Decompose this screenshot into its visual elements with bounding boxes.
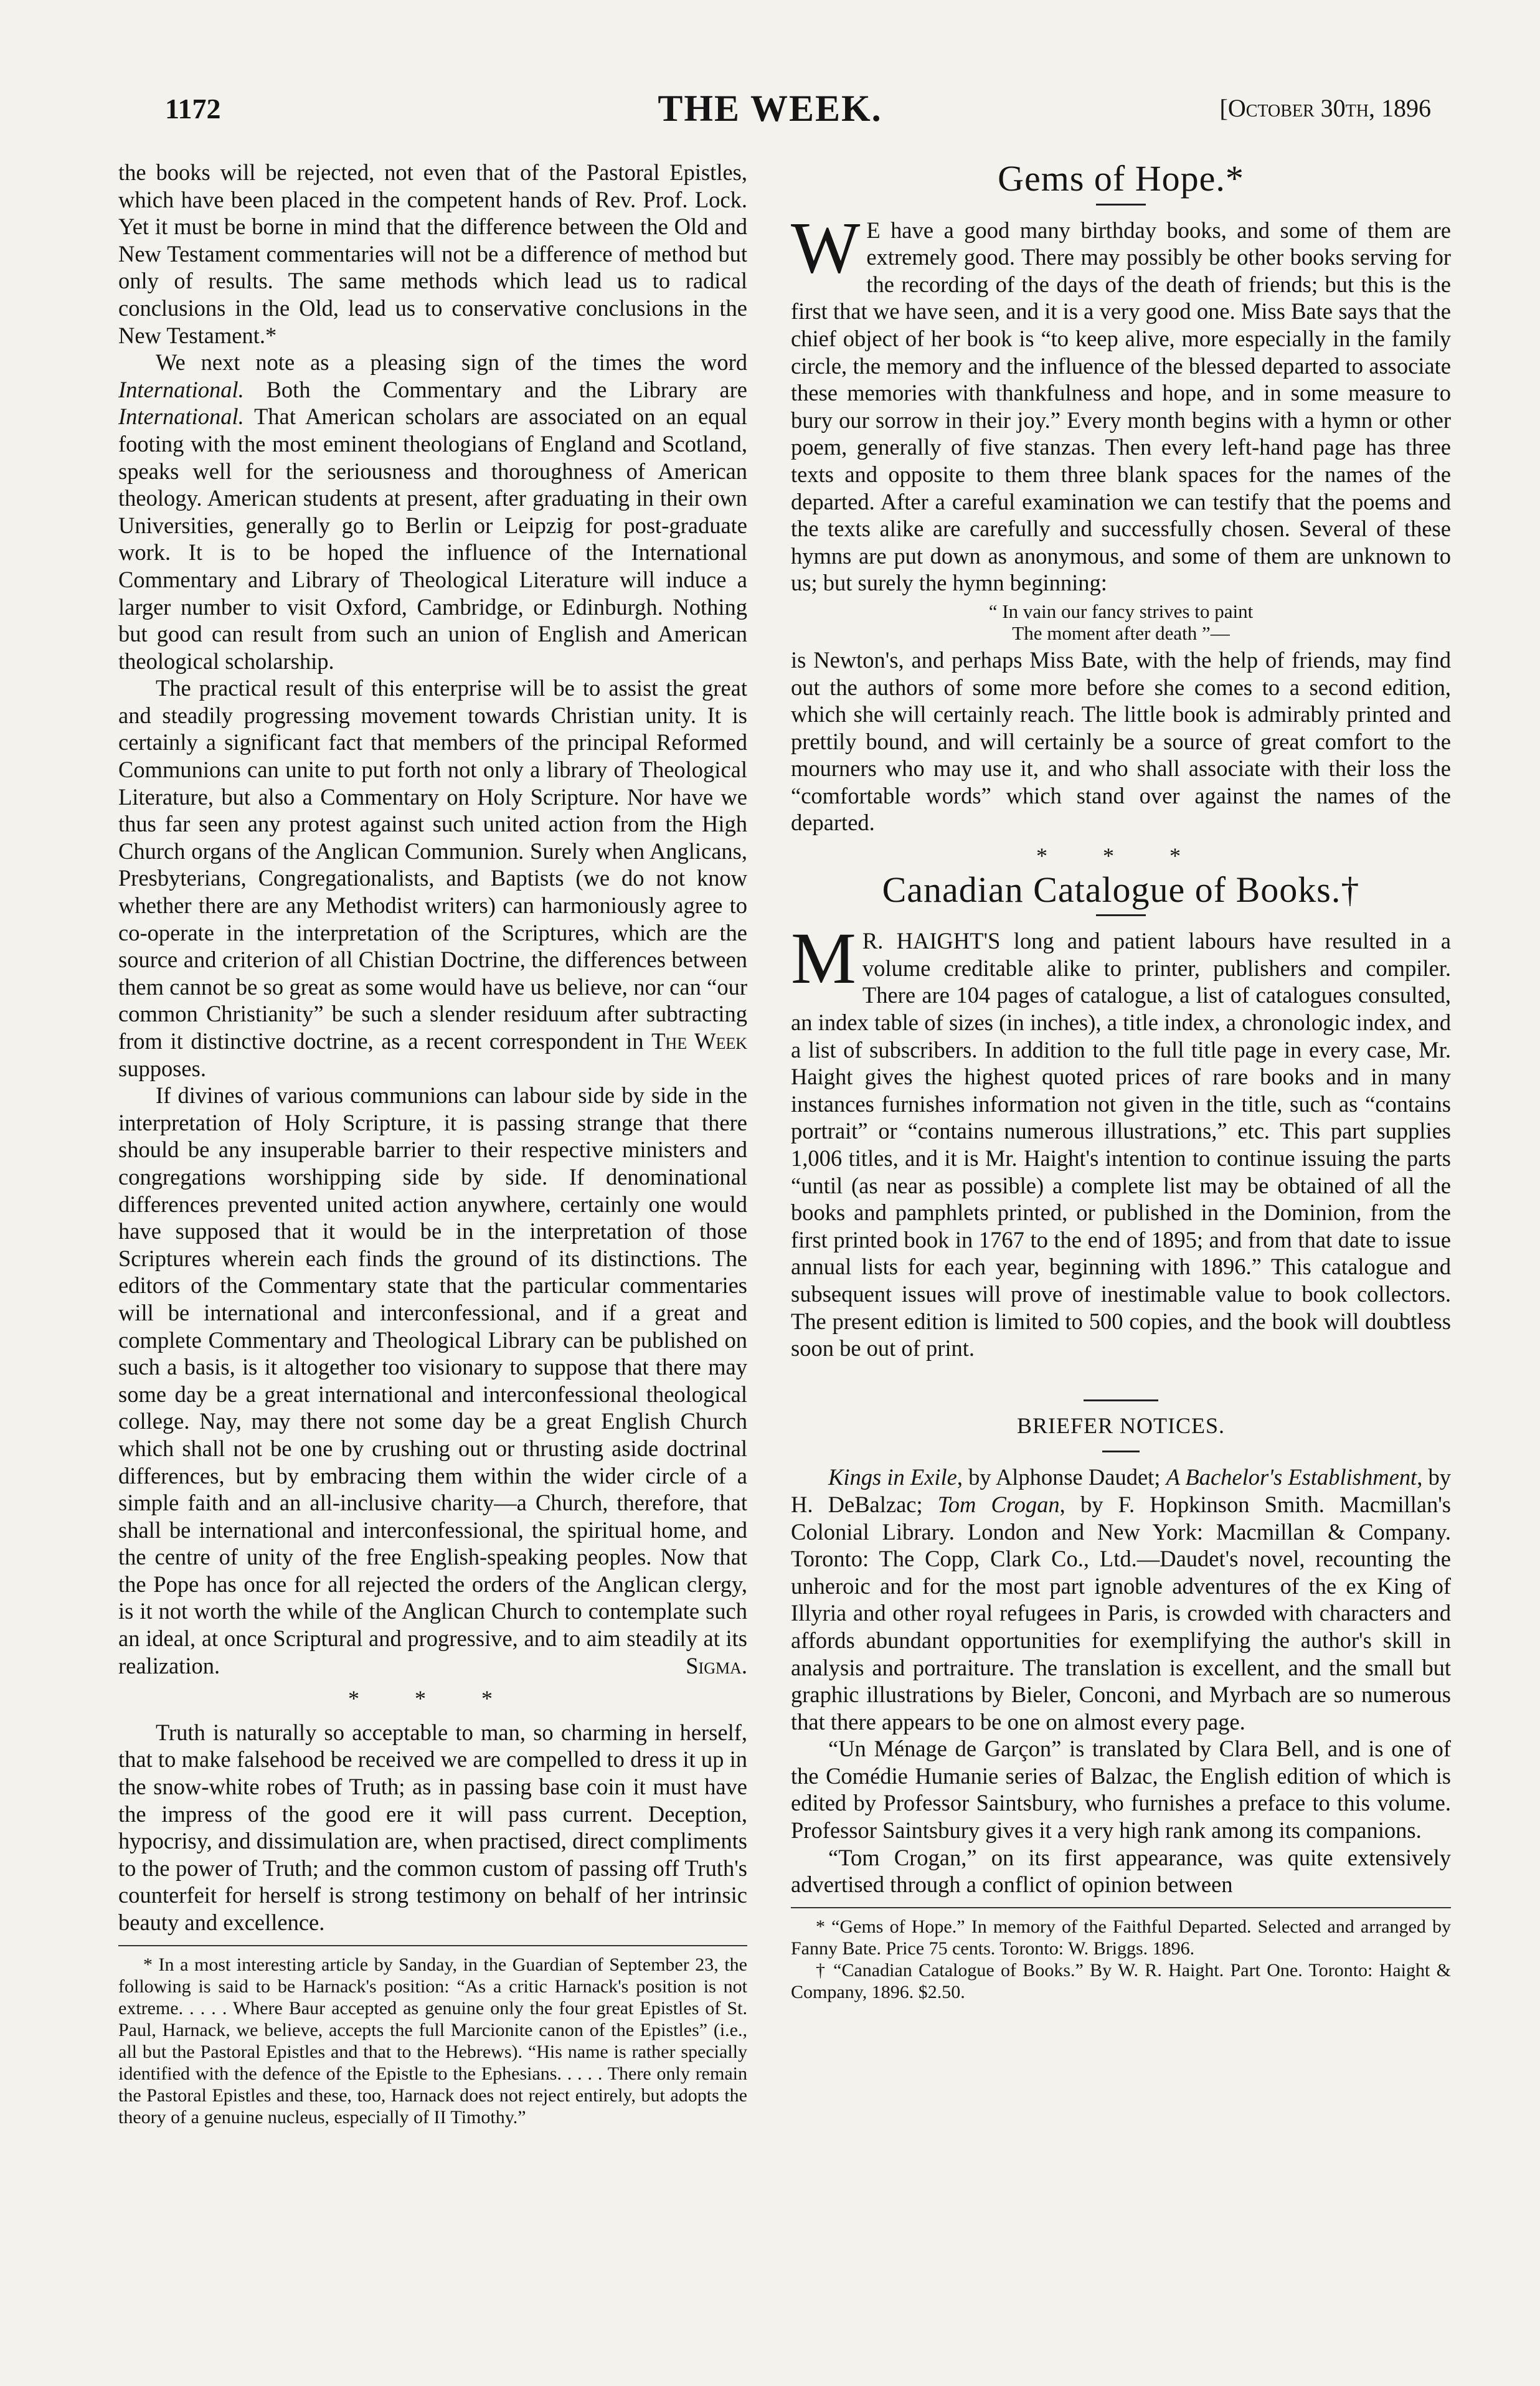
title-rule xyxy=(1096,204,1146,206)
drop-cap: W xyxy=(791,206,861,288)
paragraph: Kings in Exile, by Alphonse Daudet; A Bachelor's Establishment, by H. DeBalzac; Tom Crogan, by F. Hopkinson Smith. Macmillan's Colonial Library. London and New York: Macmillan & Company. Toronto: The Copp, Clark Co., Ltd.—Daudet's novel, recounting the unheroic and for the most part ignoble adventures of the ex King of Illyria and other royal refugees in Paris, is crowded with characters and affords abundant opportunities for exemplifying the author's skill in analysis and portraiture. The translation is excellent, and the small but graphic illustrations by Bieler, Conconi, and Myrbach are so numerous that there appears to be one on almost every page. xyxy=(791,1464,1451,1735)
paragraph: is Newton's, and perhaps Miss Bate, with the help of friends, may find out the authors of some more before she comes to a second edition, which she will certainly reach. The little book is admirably printed and prettily bound, and will certainly be a source of great comfort to the mourners who may use it, and who shall associate with their loss the “comfortable words” which stand over against the names of the departed. xyxy=(791,646,1451,836)
section-separator: * * * xyxy=(348,1686,517,1711)
paragraph: “Tom Crogan,” on its first appearance, was quite extensively advertised through a conflict of opinion between xyxy=(791,1844,1451,1898)
footnotes: * “Gems of Hope.” In memory of the Faithful Departed. Selected and arranged by Fanny Bate. Price 75 cents. Toronto: W. Briggs. 1896. † “Canadian Catalogue of Books.” By W. R. Haight. Part One. Toronto: Haight & Company, 1896. $2.50. xyxy=(791,1916,1451,2002)
paragraph: the books will be rejected, not even that of the Pastoral Epistles, which have been placed in the competent hands of Rev. Prof. Lock. Yet it must be borne in mind that the difference between the Old and New Testament commentaries will not be a difference of method but only of results. The same methods which lead us to radical conclusions in the Old, lead us to conservative conclusions in the New Testament.* xyxy=(118,159,747,348)
right-column xyxy=(791,159,1451,2003)
page-number: 1172 xyxy=(165,93,221,125)
left-column xyxy=(118,159,747,2128)
title-rule xyxy=(1102,1451,1140,1452)
drop-cap: M xyxy=(791,917,856,1000)
paragraph: Truth is naturally so acceptable to man, so charming in herself, that to make falsehood be received we are compelled to dress it up in the snow-white robes of Truth; as in passing base coin it must have the impress of the good ere it will pass current. Deception, hypocrisy, and dissimulation are, when practised, direct compliments to the power of Truth; and the common custom of passing off Truth's counterfeit for herself is strong testimony on behalf of her intrinsic beauty and excellence. xyxy=(118,1719,747,1935)
section-title-briefer-notices: BRIEFER NOTICES. xyxy=(1016,1413,1226,1438)
paragraph: If divines of various communions can labour side by side in the interpretation of Holy Scripture, it is passing strange that there should be any insuperable barrier to their respective ministers and congregations worshipping side by side. If denominational differences prevented united action anywhere, certainly one would have supposed that it would be in the interpretation of those Scriptures wherein each finds the ground of its distinctions. The editors of the Commentary state that the particular commentaries will be international and interconfessional, and if a great and complete Commentary and Theological Library can be published on such a basis, is it altogether too visionary to suppose that there may some day be a great international and interconfessional theological college. Nay, may there not some day be a great English Church which shall not be one by crushing out or thrusting aside doctrinal differences, but by embracing them within the wider circle of a simple faith and an all-inclusive charity—a Church, therefore, that shall be international and interconfessional, the spiritual home, and the centre of unity of the free English-speaking peoples. Now that the Pope has once for all rejected the orders of the Anglican clergy, is it not worth the while of the Anglican Church to contemplate such an ideal, at once Scriptural and progressive, and to aim steadily at its realization. Sigma. xyxy=(118,1082,747,1678)
paragraph: The practical result of this enterprise will be to assist the great and steadily progressing movement towards Christian unity. It is certainly a significant fact that members of the principal Reformed Communions can unite to put forth not only a library of Theological Literature, but also a Commentary on Holy Scripture. Nor have we thus far seen any protest against such united action from the High Church organs of the Anglican Communion. Surely when Anglicans, Presbyterians, Congregationalists, and Baptists (we do not know whether there are any Methodist writers) can harmoniously agree to co-operate in the interpretation of the Scriptures, which are the source and criterion of all Chistian Doctrine, the differences between them cannot be so great as some would have us believe, nor can “our common Christianity” be such a slender residuum after subtracting from it distinctive doctrine, as a recent correspondent in The Week supposes. xyxy=(118,675,747,1081)
page-header xyxy=(0,87,1540,143)
article-title-gems-of-hope: Gems of Hope.* xyxy=(998,158,1244,199)
section-separator: * * * xyxy=(1036,843,1206,869)
paragraph: “Un Ménage de Garçon” is translated by Clara Bell, and is one of the Comédie Humanie series of Balzac, the English edition of which is edited by Professor Saintsbury, who furnishes a preface to this volume. Professor Saintsbury gives it a very high rank among its companions. xyxy=(791,1736,1451,1844)
footnote-rule xyxy=(118,1945,747,1946)
paragraph: W E have a good many birthday books, and some of them are extremely good. There may possibly be other books serving for the recording of the days of the death of friends; but this is the first that we have seen, and it is a very good one. Miss Bate says that the chief object of her book is “to keep alive, more especially in the family circle, the memory and the influence of the blessed departed to associate these memories with thankfulness and hope, and in some measure to bury our sorrow in their joy.” Every month begins with a hymn or other poem, generally of five stanzas. Then every left-hand page has three texts and opposite to them three blank spaces for the names of the departed. After a careful examination we can testify that the poems and the texts alike are carefully and successfully chosen. Several of these hymns are put down as anonymous, and some of them are unknown to us; but surely the hymn beginning: xyxy=(791,206,1451,596)
publication-title: THE WEEK. xyxy=(658,88,882,129)
footnote: * In a most interesting article by Sanday, in the Guardian of September 23, the following is said to be Harnack's position: “As a critic Harnack's position is not extreme. . . . . Where Baur accepted as genuine only the four great Epistles of St. Paul, Harnack, we believe, accepts the full Marcionite canon of the Epistles” (i.e., all but the Pastoral Epistles and that to the Hebrews). “His name is rather specially identified with the defence of the Epistle to the Ephesians. . . . . There only remain the Pastoral Epistles and these, too, Harnack does not reject entirely, but adopts the theory of a genuine nucleus, especially of II Timothy.” xyxy=(118,1954,747,2128)
issue-date: [October 30th, 1896 xyxy=(1219,94,1431,122)
title-rule xyxy=(1096,914,1146,916)
paragraph: We next note as a pleasing sign of the times the word International. Both the Commentary and the Library are International. That American scholars are associated on an equal footing with the most eminent theologians of England and Scotland, speaks well for the seriousness and thoroughness of American theology. American students at present, after graduating in their own Universities, generally go to Berlin or Leipzig for post-graduate work. It is to be hoped the influence of the International Commentary and Library of Theological Literature will induce a larger number to visit Oxford, Cambridge, or Edinburgh. Nothing but good can result from such an union of English and American theological scholarship. xyxy=(118,349,747,674)
section-rule xyxy=(1084,1399,1158,1401)
author-signature: Sigma. xyxy=(686,1652,747,1678)
hymn-quote: “ In vain our fancy strives to paint The moment after death ”— xyxy=(988,600,1254,644)
article-title-canadian-catalogue: Canadian Catalogue of Books.† xyxy=(882,869,1360,910)
paragraph: M R. HAIGHT'S long and patient labours have resulted in a volume creditable alike to printer, publishers and compiler. There are 104 pages of catalogue, a list of catalogues consulted, an index table of sizes (in inches), a title index, a chronologic index, and a list of subscribers. In addition to the full title page in every case, Mr. Haight gives the highest quoted prices of rare books and in many instances furnishes information not given in the title, such as “contains portrait” or “contains numerous illustrations,” etc. This part supplies 1,006 titles, and it is Mr. Haight's intention to continue issuing the parts “until (as near as possible) a complete list may be obtained of all the books and pamphlets printed, or published in the Dominion, from the first printed book in 1767 to the end of 1895; and from that date to issue annual lists for each year, beginning with 1896.” This catalogue and subsequent issues will prove of inestimable value to book collectors. The present edition is limited to 500 copies, and the book will doubtless soon be out of print. xyxy=(791,917,1451,1361)
footnote-rule xyxy=(791,1907,1451,1908)
